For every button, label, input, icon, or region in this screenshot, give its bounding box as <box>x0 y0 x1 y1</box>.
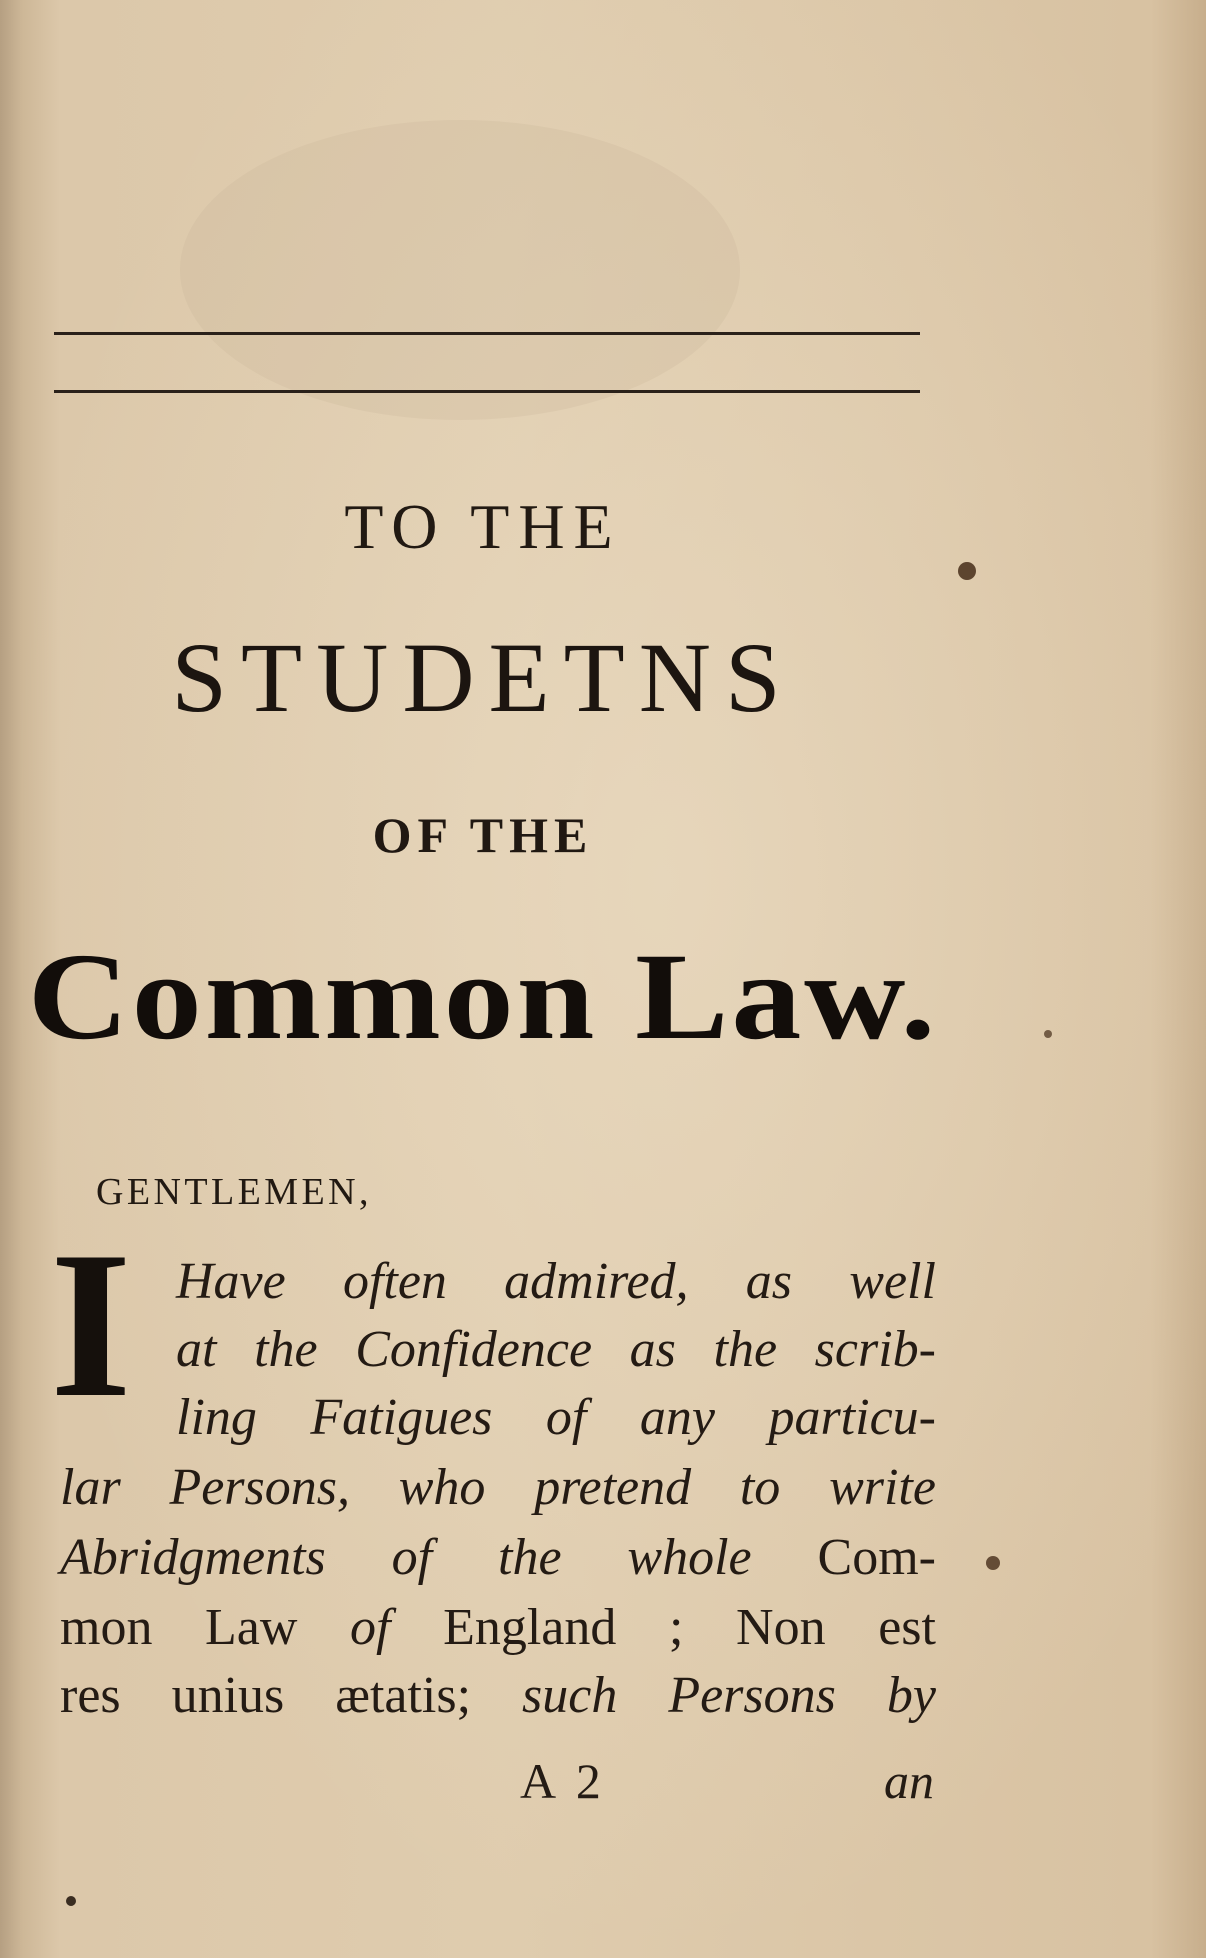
word: England <box>443 1599 617 1656</box>
word: Com- <box>817 1529 936 1586</box>
body-line-3 <box>176 1388 936 1447</box>
title-line-1: TO THE <box>344 491 622 562</box>
word: mon <box>60 1599 153 1656</box>
word: ; <box>668 1599 684 1656</box>
word: unius <box>171 1667 285 1724</box>
word: est <box>878 1599 936 1656</box>
word: of <box>545 1389 587 1446</box>
word: at <box>176 1321 217 1378</box>
body-line-5 <box>60 1528 936 1587</box>
word: Non <box>736 1599 826 1656</box>
word: ling <box>176 1389 257 1446</box>
word: admired, <box>504 1253 689 1310</box>
word: as <box>629 1321 676 1378</box>
word: who <box>398 1459 486 1516</box>
body-line-1 <box>176 1252 936 1311</box>
word: often <box>342 1253 447 1310</box>
word: the <box>713 1321 778 1378</box>
word: lar <box>60 1459 121 1516</box>
top-rule <box>54 332 920 335</box>
word: Confidence <box>355 1321 593 1378</box>
word: particu- <box>768 1389 936 1446</box>
title-line-4: Common Law. <box>27 928 939 1065</box>
ink-spot <box>958 562 976 580</box>
title-line-2: STUDETNS <box>171 622 795 733</box>
word: any <box>639 1389 715 1446</box>
second-rule <box>54 390 920 393</box>
word: write <box>829 1459 936 1516</box>
word: whole <box>627 1529 752 1586</box>
salutation: GENTLEMEN, <box>96 1171 372 1213</box>
word: the <box>254 1321 318 1378</box>
word: pretend <box>534 1459 692 1516</box>
title-line-3: OF THE <box>372 807 594 863</box>
word: Law <box>205 1599 298 1656</box>
body-line-4 <box>60 1458 936 1517</box>
word: of <box>350 1599 391 1656</box>
body-line-2 <box>176 1320 936 1379</box>
word: Persons, <box>169 1459 350 1516</box>
signature-mark: A 2 <box>520 1753 606 1809</box>
ink-spot <box>986 1556 1000 1570</box>
catchword: an <box>884 1753 934 1809</box>
foxing-patch <box>180 120 740 420</box>
word: Fatigues <box>310 1389 493 1446</box>
word: scrib- <box>814 1321 936 1378</box>
word: Have <box>176 1253 286 1310</box>
word: such <box>522 1667 618 1724</box>
drop-cap: I <box>50 1209 132 1441</box>
word: to <box>739 1459 781 1516</box>
ink-spot <box>1044 1030 1052 1038</box>
ink-spot <box>66 1896 76 1906</box>
word: of <box>391 1529 433 1586</box>
word: as <box>745 1253 793 1310</box>
word: by <box>886 1667 936 1724</box>
word: well <box>849 1253 936 1310</box>
body-line-6 <box>60 1598 936 1657</box>
word: the <box>498 1529 562 1586</box>
word: Abridgments <box>60 1529 326 1586</box>
word: ætatis; <box>335 1667 472 1724</box>
word: Persons <box>668 1667 836 1724</box>
body-line-7 <box>60 1666 936 1725</box>
word: res <box>60 1667 121 1724</box>
